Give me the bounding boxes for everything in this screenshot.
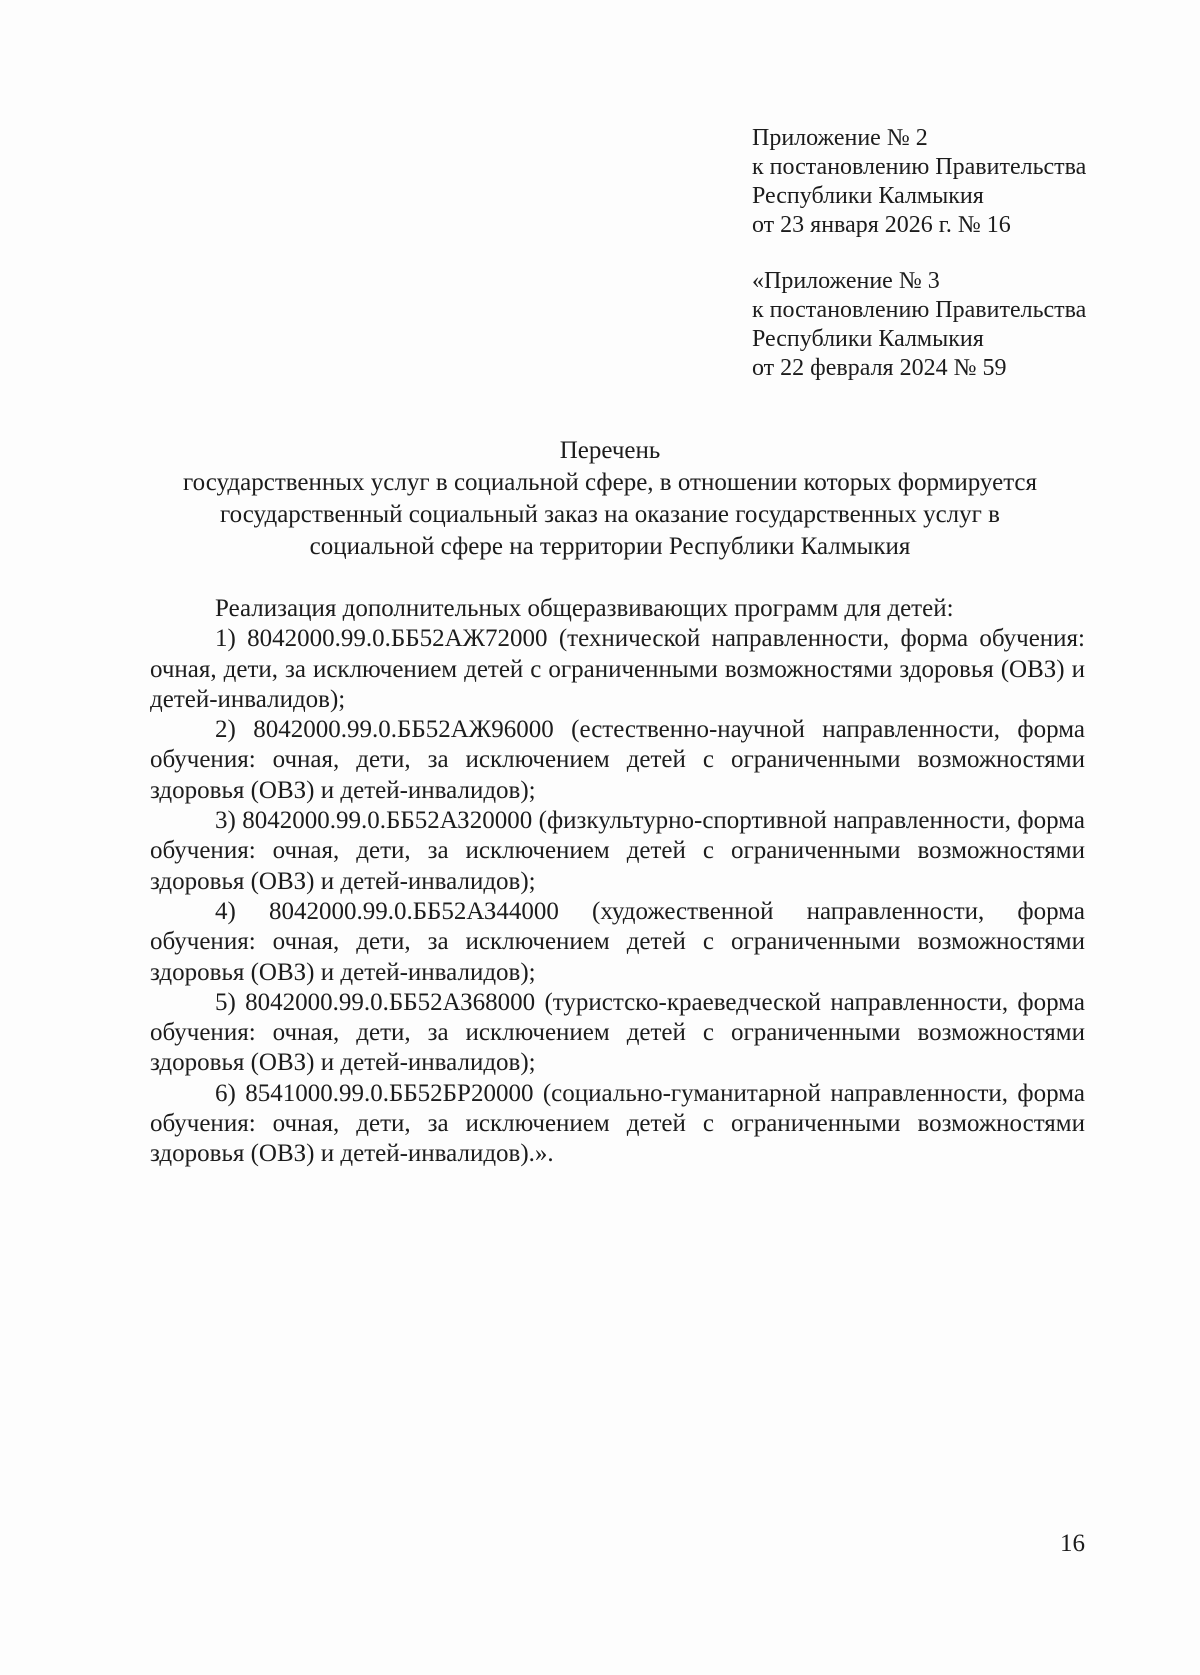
list-item: 1) 8042000.99.0.ББ52АЖ72000 (технической направленности, форма обучения: очная, дети, за исключением детей с ограниченными возможностями здоровья (ОВЗ) и детей-инвалидов); [150,625,1085,713]
title-line: государственных услуг в социальной сфере, в отношении которых формируется [182,469,1038,496]
annex-previous-line: от 22 февраля 2024 № 59 [752,355,1007,381]
annex-current-line: к постановлению Правительства [752,154,1087,180]
list-item: 3) 8042000.99.0.ББ52АЗ20000 (физкультурно-спортивной направленности, форма обучения: очная, дети, за исключением детей с ограниченными возможностями здоровья (ОВЗ) и детей-инвалидов); [150,807,1085,895]
list-item: 5) 8042000.99.0.ББ52АЗ68000 (туристско-краеведческой направленности, форма обучения: очная, дети, за исключением детей с ограниченными возможностями здоровья (ОВЗ) и детей-инвалидов); [150,988,1085,1077]
document-title [110,435,1110,563]
annex-current-line: Республики Калмыкия [752,183,984,209]
title-line: социальной сфере на территории Республики Калмыкия [309,533,911,560]
list-item: 6) 8541000.99.0.ББ52БР20000 (социально-гуманитарной направленности, форма обучения: очная, дети, за исключением детей с ограниченными возможностями здоровья (ОВЗ) и детей-инвалидов).». [150,1079,1085,1168]
list-item: 4) 8042000.99.0.ББ52АЗ44000 (художественной направленности, форма обучения: очная, дети, за исключением детей с ограниченными возможностями здоровья (ОВЗ) и детей-инвалидов); [150,897,1085,986]
annex-previous-header [752,267,1172,383]
annex-current-line: от 23 января 2026 г. № 16 [752,212,1011,238]
page-number: 16 [1060,1530,1085,1557]
list-item: 2) 8042000.99.0.ББ52АЖ96000 (естественно-научной направленности, форма обучения: очная, дети, за исключением детей с ограниченными возможностями здоровья (ОВЗ) и детей-инвалидов); [150,716,1085,804]
document-body [150,594,1085,1170]
title-heading: Перечень [559,437,661,464]
annex-previous-line: «Приложение № 3 [752,268,940,294]
annex-current-header [752,124,1172,240]
title-line: государственный социальный заказ на оказание государственных услуг в [220,501,1000,528]
annex-current-line: Приложение № 2 [752,125,928,151]
section-intro: Реализация дополнительных общеразвивающих программ для детей: [215,595,954,622]
annex-previous-line: к постановлению Правительства [752,297,1087,323]
annex-previous-line: Республики Калмыкия [752,326,984,352]
